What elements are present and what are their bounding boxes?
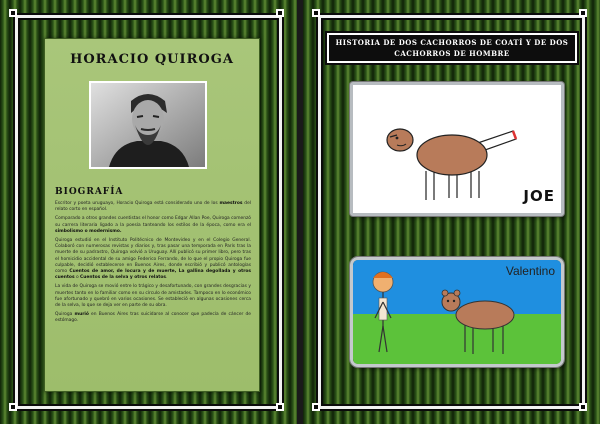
bio-run: Quiroga — [55, 312, 75, 318]
bio-run: o — [74, 275, 81, 281]
bio-paragraph — [55, 312, 251, 324]
bio-bold-run: Cuentos de amor, de locura y de muerte, La gallina degollada y otros cuentos — [55, 269, 251, 281]
bio-bold-run: Cuentos de la selva y otros relatos — [80, 275, 167, 281]
left-page — [0, 0, 297, 424]
bio-run: La vida de Quiroga se movió entre lo trágico y desafortunado, con grandes desgracias y muertes tanto en lo familiar como en su círculo de amistades. Tampoco en lo económico fue afortunado y quebró en varios ocasiones. Se estableció en algunas ocasiones cerca de la selva, lo que se deja ver en parte de su obra. — [55, 284, 251, 309]
story-title: HISTORIA DE DOS CACHORROS DE COATÍ Y DE DOS CACHORROS DE HOMBRE — [327, 33, 577, 63]
bio-bold-run: simbolismo o modernismo. — [55, 228, 122, 234]
bio-paragraph — [55, 284, 251, 309]
frame-corner — [276, 9, 284, 17]
coati-drawing-panel — [350, 82, 564, 216]
bio-run: Quiroga estudió en el Instituto Politécnico de Montevideo y en el Colegio General. Colaboró con numerosas revistas y diarios y, tras pasar una temporada en París tras la muerte de su padrastro, Quiroga volvió a Uruguay. Allí publicó su primer libro, pero tras el homicidio accidental de su amigo Federico Ferrando, de lo que el propio Quiroga fue culpable, decidió establecerse en Buenos Aires, donde escribió y publicó antologías como — [55, 238, 251, 275]
bio-run: en Buenos Aires tras suicidarse al conocer que padecía de cáncer de estómago. — [55, 312, 251, 324]
bio-run: . — [166, 275, 168, 281]
bio-run: del relato corto en español. — [55, 201, 251, 213]
biography-heading: BIOGRAFÍA — [55, 187, 124, 197]
valentino-label: Valentino — [505, 264, 555, 278]
bio-bold-run: murió — [74, 312, 89, 318]
right-page — [303, 0, 600, 424]
frame-corner — [312, 403, 320, 411]
author-portrait — [89, 81, 207, 169]
frame-corner — [312, 9, 320, 17]
bio-run: Comparado a otros grandes cuentistas el honor como Edgar Allan Poe, Quiroga comenzó su carrera literaria ligado a la poesía tanteando los estilos de la época, como era el — [55, 216, 251, 228]
biography-text — [55, 201, 251, 328]
valentino-drawing-panel — [350, 257, 564, 367]
bio-bold-run: maestros — [219, 201, 243, 206]
bio-run: Escritor y poeta uruguayo, Horacio Quiroga está considerado uno de los — [55, 201, 220, 206]
biography-card — [44, 38, 260, 392]
bio-paragraph — [55, 201, 251, 213]
author-name: HORACIO QUIROGA — [70, 52, 234, 67]
frame-corner — [579, 403, 587, 411]
frame-corner — [579, 9, 587, 17]
frame-corner — [276, 403, 284, 411]
bio-paragraph — [55, 216, 251, 235]
bio-paragraph — [55, 238, 251, 281]
frame-corner — [9, 403, 17, 411]
joe-label: JOE — [523, 187, 555, 205]
frame-corner — [9, 9, 17, 17]
